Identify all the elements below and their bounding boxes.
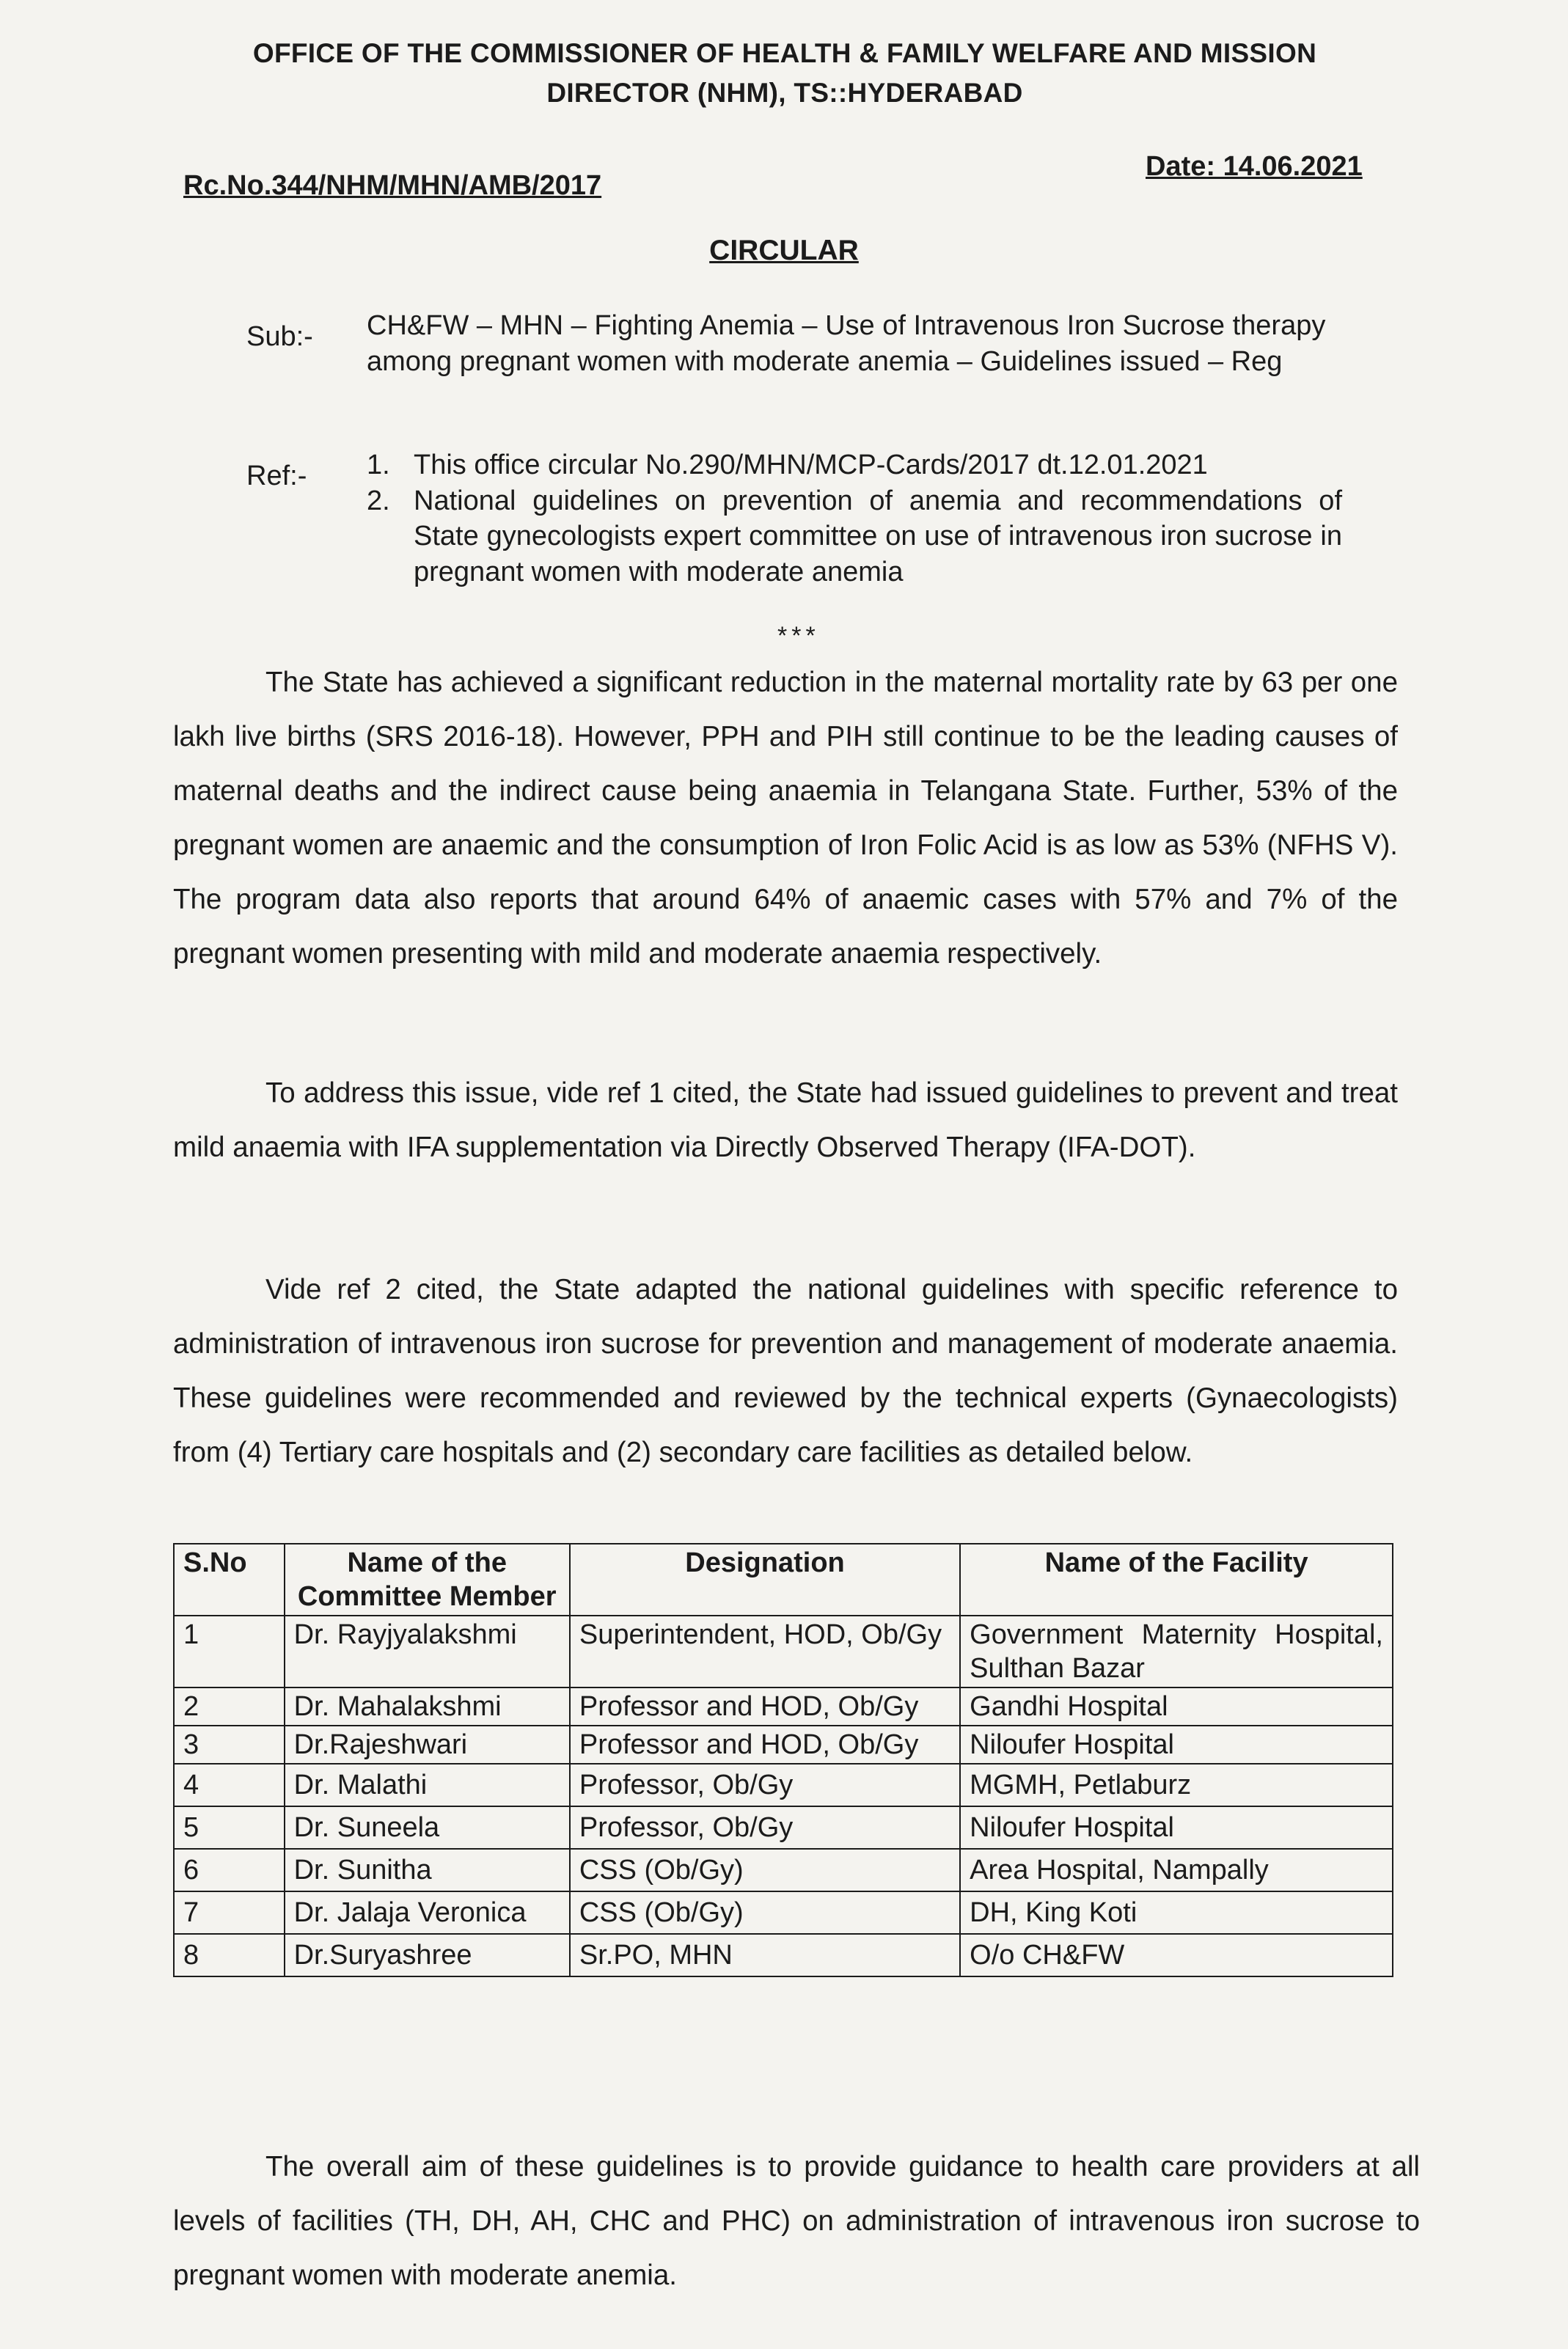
cell-sno: 7 <box>174 1891 285 1934</box>
reference-text-1: This office circular No.290/MHN/MCP-Cards/2017 dt.12.01.2021 <box>414 450 1208 480</box>
reference-text-2: National guidelines on prevention of anemia and recommendations of State gynecologists expert committee on use of intravenous iron sucrose in pregnant women with moderate anemia <box>414 485 1342 587</box>
cell-member: Dr.Rajeshwari <box>285 1726 570 1764</box>
header-facility: Name of the Facility <box>960 1544 1393 1616</box>
reference-number-1: 1. <box>367 450 390 480</box>
cell-facility: O/o CH&FW <box>960 1934 1393 1976</box>
cell-member: Dr.Suryashree <box>285 1934 570 1976</box>
cell-designation: Superintendent, HOD, Ob/Gy <box>570 1616 960 1687</box>
cell-designation: Professor, Ob/Gy <box>570 1764 960 1806</box>
header-member-name: Name of the Committee Member <box>285 1544 570 1616</box>
body-paragraph-3: Vide ref 2 cited, the State adapted the national guidelines with specific reference to administration of intravenous iron sucrose for prevention and management of moderate anaemia. These guidelines were recommended and reviewed by the technical experts (Gynaecologists) from (4) Tertiary care hospitals and (2) secondary care facilities as detailed below. <box>173 1274 1398 1468</box>
header-sno: S.No <box>174 1544 285 1616</box>
body-paragraph-4: The overall aim of these guidelines is to provide guidance to health care providers at all levels of facilities (TH, DH, AH, CHC and PHC) on administration of intravenous iron sucrose to pregnant women with moderate anemia. <box>173 2151 1420 2291</box>
cell-facility: Niloufer Hospital <box>960 1726 1393 1764</box>
cell-member: Dr. Rayjyalakshmi <box>285 1616 570 1687</box>
cell-facility: Gandhi Hospital <box>960 1687 1393 1726</box>
cell-sno: 6 <box>174 1849 285 1891</box>
table-row <box>174 1849 1393 1891</box>
cell-member: Dr. Malathi <box>285 1764 570 1806</box>
table-row <box>174 1616 1393 1687</box>
cell-facility: DH, King Koti <box>960 1891 1393 1934</box>
header-designation: Designation <box>570 1544 960 1616</box>
table-row <box>174 1806 1393 1849</box>
cell-facility: MGMH, Petlaburz <box>960 1764 1393 1806</box>
cell-designation: Professor and HOD, Ob/Gy <box>570 1687 960 1726</box>
committee-table <box>173 1543 1393 1977</box>
circular-title: CIRCULAR <box>709 235 859 266</box>
cell-designation: CSS (Ob/Gy) <box>570 1849 960 1891</box>
reference-item <box>367 447 1342 483</box>
subject-label: Sub:- <box>246 321 313 352</box>
body-paragraph-1: The State has achieved a significant reduction in the maternal mortality rate by 63 per one lakh live births (SRS 2016-18). However, PPH and PIH still continue to be the leading causes of maternal deaths and the indirect cause being anaemia in Telangana State. Further, 53% of the pregnant women are anaemic and the consumption of Iron Folic Acid is as low as 53% (NFHS V). The program data also reports that around 64% of anaemic cases with 57% and 7% of the pregnant women presenting with mild and moderate anaemia respectively. <box>173 667 1398 970</box>
section-separator: *** <box>777 622 820 650</box>
cell-member: Dr. Sunitha <box>285 1849 570 1891</box>
reference-number-2: 2. <box>367 485 390 516</box>
office-heading-line2: DIRECTOR (NHM), TS::HYDERABAD <box>546 78 1023 108</box>
cell-facility: Niloufer Hospital <box>960 1806 1393 1849</box>
cell-sno: 2 <box>174 1687 285 1726</box>
cell-designation: Sr.PO, MHN <box>570 1934 960 1976</box>
reference-list <box>367 447 1342 590</box>
circular-date: Date: 14.06.2021 <box>1146 151 1363 182</box>
office-heading-line1: OFFICE OF THE COMMISSIONER OF HEALTH & FAMILY WELFARE AND MISSION <box>252 38 1317 68</box>
reference-label: Ref:- <box>246 461 307 491</box>
table-row <box>174 1891 1393 1934</box>
body-paragraph-2: To address this issue, vide ref 1 cited, the State had issued guidelines to prevent and treat mild anaemia with IFA supplementation via Directly Observed Therapy (IFA-DOT). <box>173 1077 1398 1163</box>
cell-member: Dr. Jalaja Veronica <box>285 1891 570 1934</box>
cell-sno: 1 <box>174 1616 285 1687</box>
table-row <box>174 1726 1393 1764</box>
cell-sno: 3 <box>174 1726 285 1764</box>
cell-designation: Professor and HOD, Ob/Gy <box>570 1726 960 1764</box>
table-row <box>174 1687 1393 1726</box>
reference-item <box>367 483 1342 590</box>
cell-designation: Professor, Ob/Gy <box>570 1806 960 1849</box>
table-header-row <box>174 1544 1393 1616</box>
cell-sno: 5 <box>174 1806 285 1849</box>
cell-facility: Area Hospital, Nampally <box>960 1849 1393 1891</box>
cell-designation: CSS (Ob/Gy) <box>570 1891 960 1934</box>
cell-facility: Government Maternity Hospital, Sulthan Bazar <box>960 1616 1393 1687</box>
cell-member: Dr. Mahalakshmi <box>285 1687 570 1726</box>
table-row <box>174 1764 1393 1806</box>
table-row <box>174 1934 1393 1976</box>
cell-sno: 4 <box>174 1764 285 1806</box>
reference-number: Rc.No.344/NHM/MHN/AMB/2017 <box>183 170 602 201</box>
cell-sno: 8 <box>174 1934 285 1976</box>
subject-text: CH&FW – MHN – Fighting Anemia – Use of Intravenous Iron Sucrose therapy among pregnant women with moderate anemia – Guidelines issued – Reg <box>367 310 1326 377</box>
cell-member: Dr. Suneela <box>285 1806 570 1849</box>
